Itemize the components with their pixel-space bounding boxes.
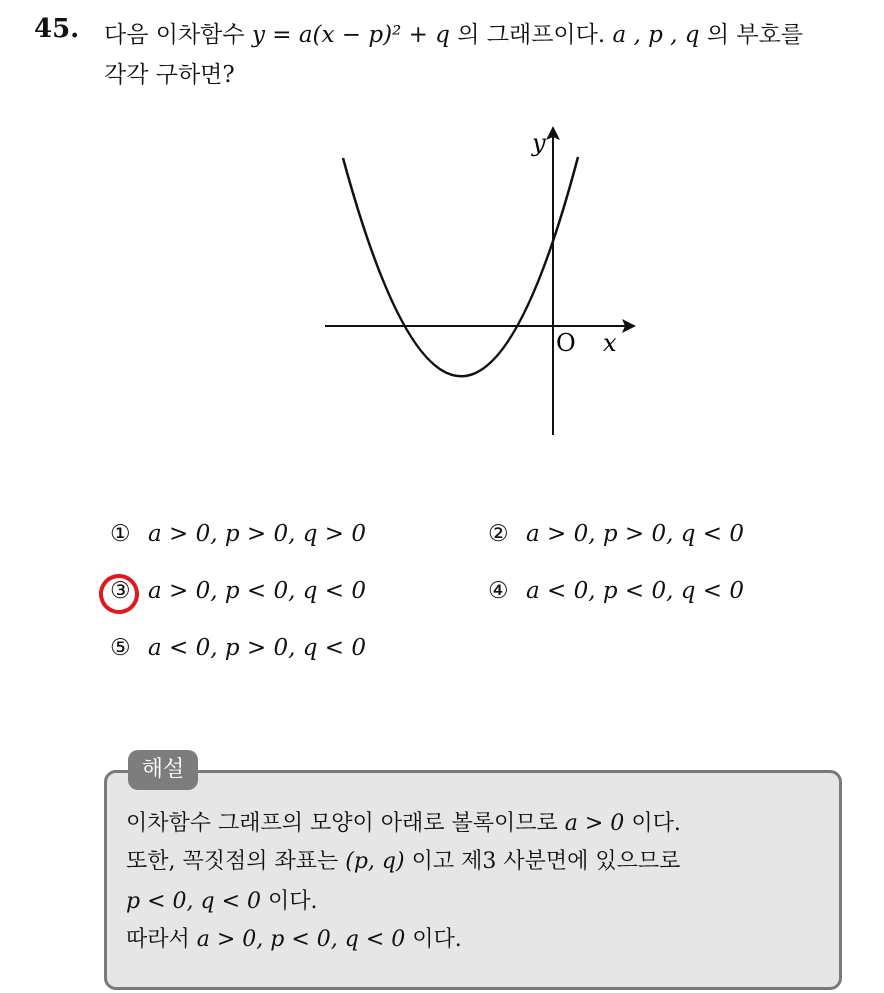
solution-line-2-end: 이고 제3 사분면에 있으므로 xyxy=(411,849,681,874)
choice-5-number: ⑤ xyxy=(110,635,131,661)
solution-line-1 xyxy=(126,806,681,837)
choice-1-text: a > 0, p > 0, q > 0 xyxy=(148,521,366,547)
choice-1[interactable] xyxy=(110,521,366,547)
question-text-after: 의 그래프이다. xyxy=(457,22,606,48)
parabola-graph xyxy=(300,115,660,455)
question-formula: y = a(x − p)² + q xyxy=(251,22,450,48)
choice-4[interactable] xyxy=(488,578,744,604)
choice-3[interactable] xyxy=(110,578,366,604)
solution-line-4 xyxy=(126,922,462,953)
solution-line-3-math: p < 0, q < 0 xyxy=(126,889,261,914)
question-text-end: 의 부호를 xyxy=(706,22,804,48)
choice-2[interactable] xyxy=(488,521,744,547)
solution-line-3-end: 이다. xyxy=(268,889,318,914)
solution-line-3 xyxy=(126,884,318,915)
question-line-1 xyxy=(104,16,803,49)
x-axis-label: x xyxy=(603,329,617,357)
solution-line-1-text: 이차함수 그래프의 모양이 아래로 볼록이므로 xyxy=(126,811,558,836)
solution-line-2-math: (p, q) xyxy=(345,849,405,874)
solution-line-4-end: 이다. xyxy=(412,927,462,952)
choice-3-text: a > 0, p < 0, q < 0 xyxy=(148,578,366,604)
choice-5-text: a < 0, p > 0, q < 0 xyxy=(148,635,366,661)
solution-line-2-text: 또한, 꼭짓점의 좌표는 xyxy=(126,849,339,874)
solution-line-4-math: a > 0, p < 0, q < 0 xyxy=(196,927,406,952)
solution-line-4-text: 따라서 xyxy=(126,927,190,952)
choice-4-text: a < 0, p < 0, q < 0 xyxy=(526,578,744,604)
choice-3-number: ③ xyxy=(110,578,131,604)
solution-line-2 xyxy=(126,844,680,875)
solution-tag: 해설 xyxy=(128,750,198,790)
origin-label: O xyxy=(556,329,576,357)
y-axis-label: y xyxy=(532,129,546,157)
question-text-before: 다음 이차함수 xyxy=(104,22,245,48)
choice-1-number: ① xyxy=(110,521,131,547)
choice-2-number: ② xyxy=(488,521,509,547)
question-number: 45. xyxy=(34,14,80,44)
question-params: a , p , q xyxy=(612,22,700,48)
solution-box xyxy=(104,770,842,990)
choice-2-text: a > 0, p > 0, q < 0 xyxy=(526,521,744,547)
parabola-curve xyxy=(343,157,578,376)
choice-4-number: ④ xyxy=(488,578,509,604)
question-line-2: 각각 구하면? xyxy=(104,62,235,88)
solution-line-1-math: a > 0 xyxy=(564,811,625,836)
choice-5[interactable] xyxy=(110,635,366,661)
solution-line-1-end: 이다. xyxy=(631,811,681,836)
